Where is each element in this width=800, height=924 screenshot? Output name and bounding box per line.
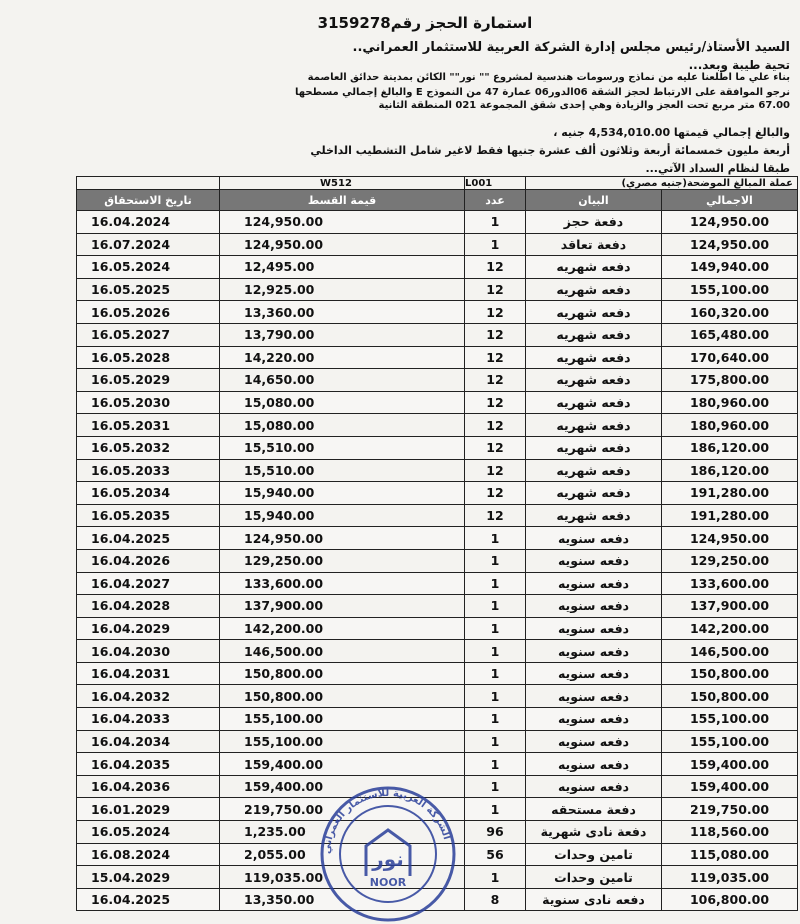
cell-date: 16.04.2028 [77,595,220,618]
cell-count: 1 [465,798,526,821]
cell-count: 8 [465,888,526,911]
cell-date: 16.04.2025 [77,888,220,911]
cell-description: دفعه سنويه [526,730,662,753]
cell-count: 1 [465,662,526,685]
cell-count: 12 [465,504,526,527]
cell-count: 12 [465,369,526,392]
table-row [77,211,798,234]
cell-total: 124,950.00 [662,211,798,234]
cell-date: 16.05.2032 [77,436,220,459]
cell-total: 191,280.00 [662,482,798,505]
cell-date: 16.07.2024 [77,233,220,256]
cell-count: 12 [465,323,526,346]
table-header-row [77,190,798,211]
cell-count: 12 [465,278,526,301]
cell-installment: 142,200.00 [220,617,465,640]
cell-description: دفعة حجز [526,211,662,234]
table-row [77,753,798,776]
cell-date: 16.05.2035 [77,504,220,527]
cell-count: 1 [465,866,526,889]
form-title: استمارة الحجز رقم3159278 [317,14,533,32]
cell-installment: 150,800.00 [220,662,465,685]
cell-installment: 119,035.00 [220,866,465,889]
table-code-1: W512 [220,177,465,190]
cell-total: 142,200.00 [662,617,798,640]
cell-count: 12 [465,256,526,279]
cell-total: 133,600.00 [662,572,798,595]
cell-total: 159,400.00 [662,775,798,798]
cell-description: دفعه سنويه [526,753,662,776]
cell-date: 16.04.2024 [77,211,220,234]
cell-installment: 12,495.00 [220,256,465,279]
cell-count: 56 [465,843,526,866]
table-row [77,617,798,640]
cell-date: 16.05.2025 [77,278,220,301]
cell-description: دفعه سنويه [526,527,662,550]
table-row [77,459,798,482]
cell-installment: 14,650.00 [220,369,465,392]
cell-total: 124,950.00 [662,527,798,550]
currency-note: عملة المبالغ الموضحة(جنيه مصري) [526,177,798,190]
cell-total: 129,250.00 [662,549,798,572]
cell-installment: 15,080.00 [220,391,465,414]
cell-total: 186,120.00 [662,459,798,482]
cell-description: دفعه شهريه [526,482,662,505]
cell-total: 150,800.00 [662,685,798,708]
cell-date: 16.04.2030 [77,640,220,663]
cell-count: 1 [465,685,526,708]
table-row [77,436,798,459]
table-code-2: L001 [465,177,526,190]
cell-installment: 14,220.00 [220,346,465,369]
addressee-line: السيد الأستاذ/رئيس مجلس إدارة الشركة العربية للاستثمار العمراني.. [352,40,790,55]
cell-installment: 15,510.00 [220,436,465,459]
cell-description: دفعه شهريه [526,459,662,482]
table-meta-row [77,177,798,190]
cell-description: دفعه شهريه [526,278,662,301]
cell-description: دفعة نادى شهرية [526,821,662,844]
cell-date: 16.05.2024 [77,256,220,279]
stamp-ring-text: الشركة العربية للاستثمار العمراني [321,787,453,855]
cell-total: 149,940.00 [662,256,798,279]
cell-count: 12 [465,391,526,414]
cell-description: دفعة مستحقه [526,798,662,821]
header-total: الاجمالي [662,190,798,211]
table-row [77,662,798,685]
cell-installment: 137,900.00 [220,595,465,618]
header-description: البيان [526,190,662,211]
cell-total: 150,800.00 [662,662,798,685]
cell-installment: 1,235.00 [220,821,465,844]
cell-description: دفعه شهريه [526,414,662,437]
cell-total: 159,400.00 [662,753,798,776]
cell-total: 119,035.00 [662,866,798,889]
cell-total: 186,120.00 [662,436,798,459]
cell-installment: 155,100.00 [220,708,465,731]
cell-description: دفعه سنويه [526,595,662,618]
cell-total: 191,280.00 [662,504,798,527]
cell-date: 16.05.2034 [77,482,220,505]
cell-count: 1 [465,640,526,663]
cell-date: 16.04.2031 [77,662,220,685]
payment-system-line: طبقا لنظام السداد الآتي... [645,162,790,175]
cell-installment: 15,510.00 [220,459,465,482]
cell-installment: 124,950.00 [220,211,465,234]
cell-description: دفعه سنويه [526,640,662,663]
table-row [77,369,798,392]
header-count: عدد [465,190,526,211]
table-row [77,504,798,527]
cell-count: 12 [465,414,526,437]
cell-description: دفعه سنويه [526,685,662,708]
cell-installment: 159,400.00 [220,753,465,776]
cell-description: دفعه نادى سنوية [526,888,662,911]
cell-description: دفعه شهريه [526,504,662,527]
cell-description: دفعه سنويه [526,708,662,731]
cell-date: 16.05.2030 [77,391,220,414]
cell-date: 16.04.2027 [77,572,220,595]
cell-total: 165,480.00 [662,323,798,346]
cell-date: 16.05.2031 [77,414,220,437]
cell-count: 12 [465,301,526,324]
cell-installment: 133,600.00 [220,572,465,595]
cell-installment: 13,360.00 [220,301,465,324]
cell-count: 1 [465,708,526,731]
cell-total: 155,100.00 [662,708,798,731]
cell-installment: 13,350.00 [220,888,465,911]
table-row [77,256,798,279]
company-stamp [318,784,458,924]
table-row [77,527,798,550]
cell-description: دفعه سنويه [526,549,662,572]
cell-count: 12 [465,482,526,505]
cell-count: 12 [465,459,526,482]
cell-installment: 124,950.00 [220,233,465,256]
cell-total: 170,640.00 [662,346,798,369]
cell-date: 16.04.2033 [77,708,220,731]
header-date: تاريخ الاستحقاق [77,190,220,211]
cell-installment: 12,925.00 [220,278,465,301]
cell-total: 124,950.00 [662,233,798,256]
cell-count: 1 [465,549,526,572]
cell-installment: 15,940.00 [220,482,465,505]
cell-date: 16.04.2036 [77,775,220,798]
cell-date: 16.05.2026 [77,301,220,324]
cell-total: 180,960.00 [662,391,798,414]
cell-description: دفعه شهريه [526,346,662,369]
cell-installment: 15,080.00 [220,414,465,437]
cell-installment: 124,950.00 [220,527,465,550]
table-row [77,730,798,753]
header-installment: قيمة القسط [220,190,465,211]
cell-date: 16.01.2029 [77,798,220,821]
cell-total: 180,960.00 [662,414,798,437]
table-row [77,595,798,618]
cell-date: 16.04.2034 [77,730,220,753]
cell-installment: 2,055.00 [220,843,465,866]
cell-total: 175,800.00 [662,369,798,392]
cell-installment: 129,250.00 [220,549,465,572]
total-value-line: والبالغ إجمالي قيمتها 4,534,010.00 جنيه ، [553,126,790,139]
cell-date: 16.05.2028 [77,346,220,369]
cell-total: 115,080.00 [662,843,798,866]
cell-description: دفعه شهريه [526,323,662,346]
table-row [77,640,798,663]
cell-total: 137,900.00 [662,595,798,618]
cell-count: 1 [465,233,526,256]
cell-date: 15.04.2029 [77,866,220,889]
cell-count: 1 [465,730,526,753]
table-row [77,482,798,505]
cell-description: دفعه شهريه [526,369,662,392]
area-line: 67.00 متر مربع تحت العجز والزيادة وهي إحدى شقق المجموعة 021 المنطقة الثانية [378,100,790,111]
project-line: بناء علي ما اطلعنا عليه من نماذج ورسومات هندسية لمشروع "" نور"" الكائن بمدينة حدائق العاصمة [307,72,790,83]
cell-total: 118,560.00 [662,821,798,844]
cell-date: 16.05.2027 [77,323,220,346]
unit-line: نرجو الموافقة على الارتباط لحجز الشقة 06الدور06 عمارة 47 من النموذج E والبالغ إجمالي مسطحها [295,87,790,98]
cell-count: 12 [465,436,526,459]
table-row [77,278,798,301]
cell-description: دفعه سنويه [526,617,662,640]
table-row [77,346,798,369]
table-row [77,391,798,414]
cell-total: 106,800.00 [662,888,798,911]
cell-description: دفعه سنويه [526,572,662,595]
greeting-line: تحية طيبة وبعد... [688,58,790,72]
table-row [77,414,798,437]
cell-installment: 146,500.00 [220,640,465,663]
total-value-words-line: أربعة مليون خمسمائة أربعة وثلاثون ألف عشرة جنيها فقط لاغير شامل التشطيب الداخلي [310,144,790,157]
table-row [77,549,798,572]
table-row [77,301,798,324]
cell-total: 146,500.00 [662,640,798,663]
cell-installment: 155,100.00 [220,730,465,753]
cell-date: 16.04.2026 [77,549,220,572]
cell-installment: 13,790.00 [220,323,465,346]
cell-count: 1 [465,211,526,234]
table-row [77,572,798,595]
cell-count: 1 [465,617,526,640]
cell-description: تامين وحدات [526,843,662,866]
cell-date: 16.04.2035 [77,753,220,776]
stamp-brand: نور [372,847,404,871]
table-row [77,323,798,346]
cell-description: دفعه سنويه [526,775,662,798]
cell-installment: 15,940.00 [220,504,465,527]
cell-date: 16.05.2029 [77,369,220,392]
cell-count: 12 [465,346,526,369]
cell-total: 155,100.00 [662,730,798,753]
cell-installment: 219,750.00 [220,798,465,821]
cell-date: 16.08.2024 [77,843,220,866]
cell-description: دفعه شهريه [526,301,662,324]
cell-date: 16.05.2033 [77,459,220,482]
cell-description: دفعه شهريه [526,436,662,459]
table-row [77,233,798,256]
cell-description: دفعه سنويه [526,662,662,685]
cell-date: 16.05.2024 [77,821,220,844]
cell-count: 1 [465,572,526,595]
cell-date: 16.04.2032 [77,685,220,708]
cell-description: دفعه شهريه [526,391,662,414]
cell-description: دفعه شهريه [526,256,662,279]
cell-count: 1 [465,595,526,618]
cell-description: تامين وحدات [526,866,662,889]
cell-count: 1 [465,753,526,776]
cell-count: 96 [465,821,526,844]
cell-installment: 150,800.00 [220,685,465,708]
cell-date: 16.04.2029 [77,617,220,640]
stamp-brand-latin: NOOR [369,876,407,889]
cell-count: 1 [465,527,526,550]
cell-total: 155,100.00 [662,278,798,301]
table-row [77,685,798,708]
table-row [77,708,798,731]
cell-total: 160,320.00 [662,301,798,324]
cell-description: دفعة تعاقد [526,233,662,256]
cell-count: 1 [465,775,526,798]
cell-installment: 159,400.00 [220,775,465,798]
cell-date: 16.04.2025 [77,527,220,550]
cell-total: 219,750.00 [662,798,798,821]
